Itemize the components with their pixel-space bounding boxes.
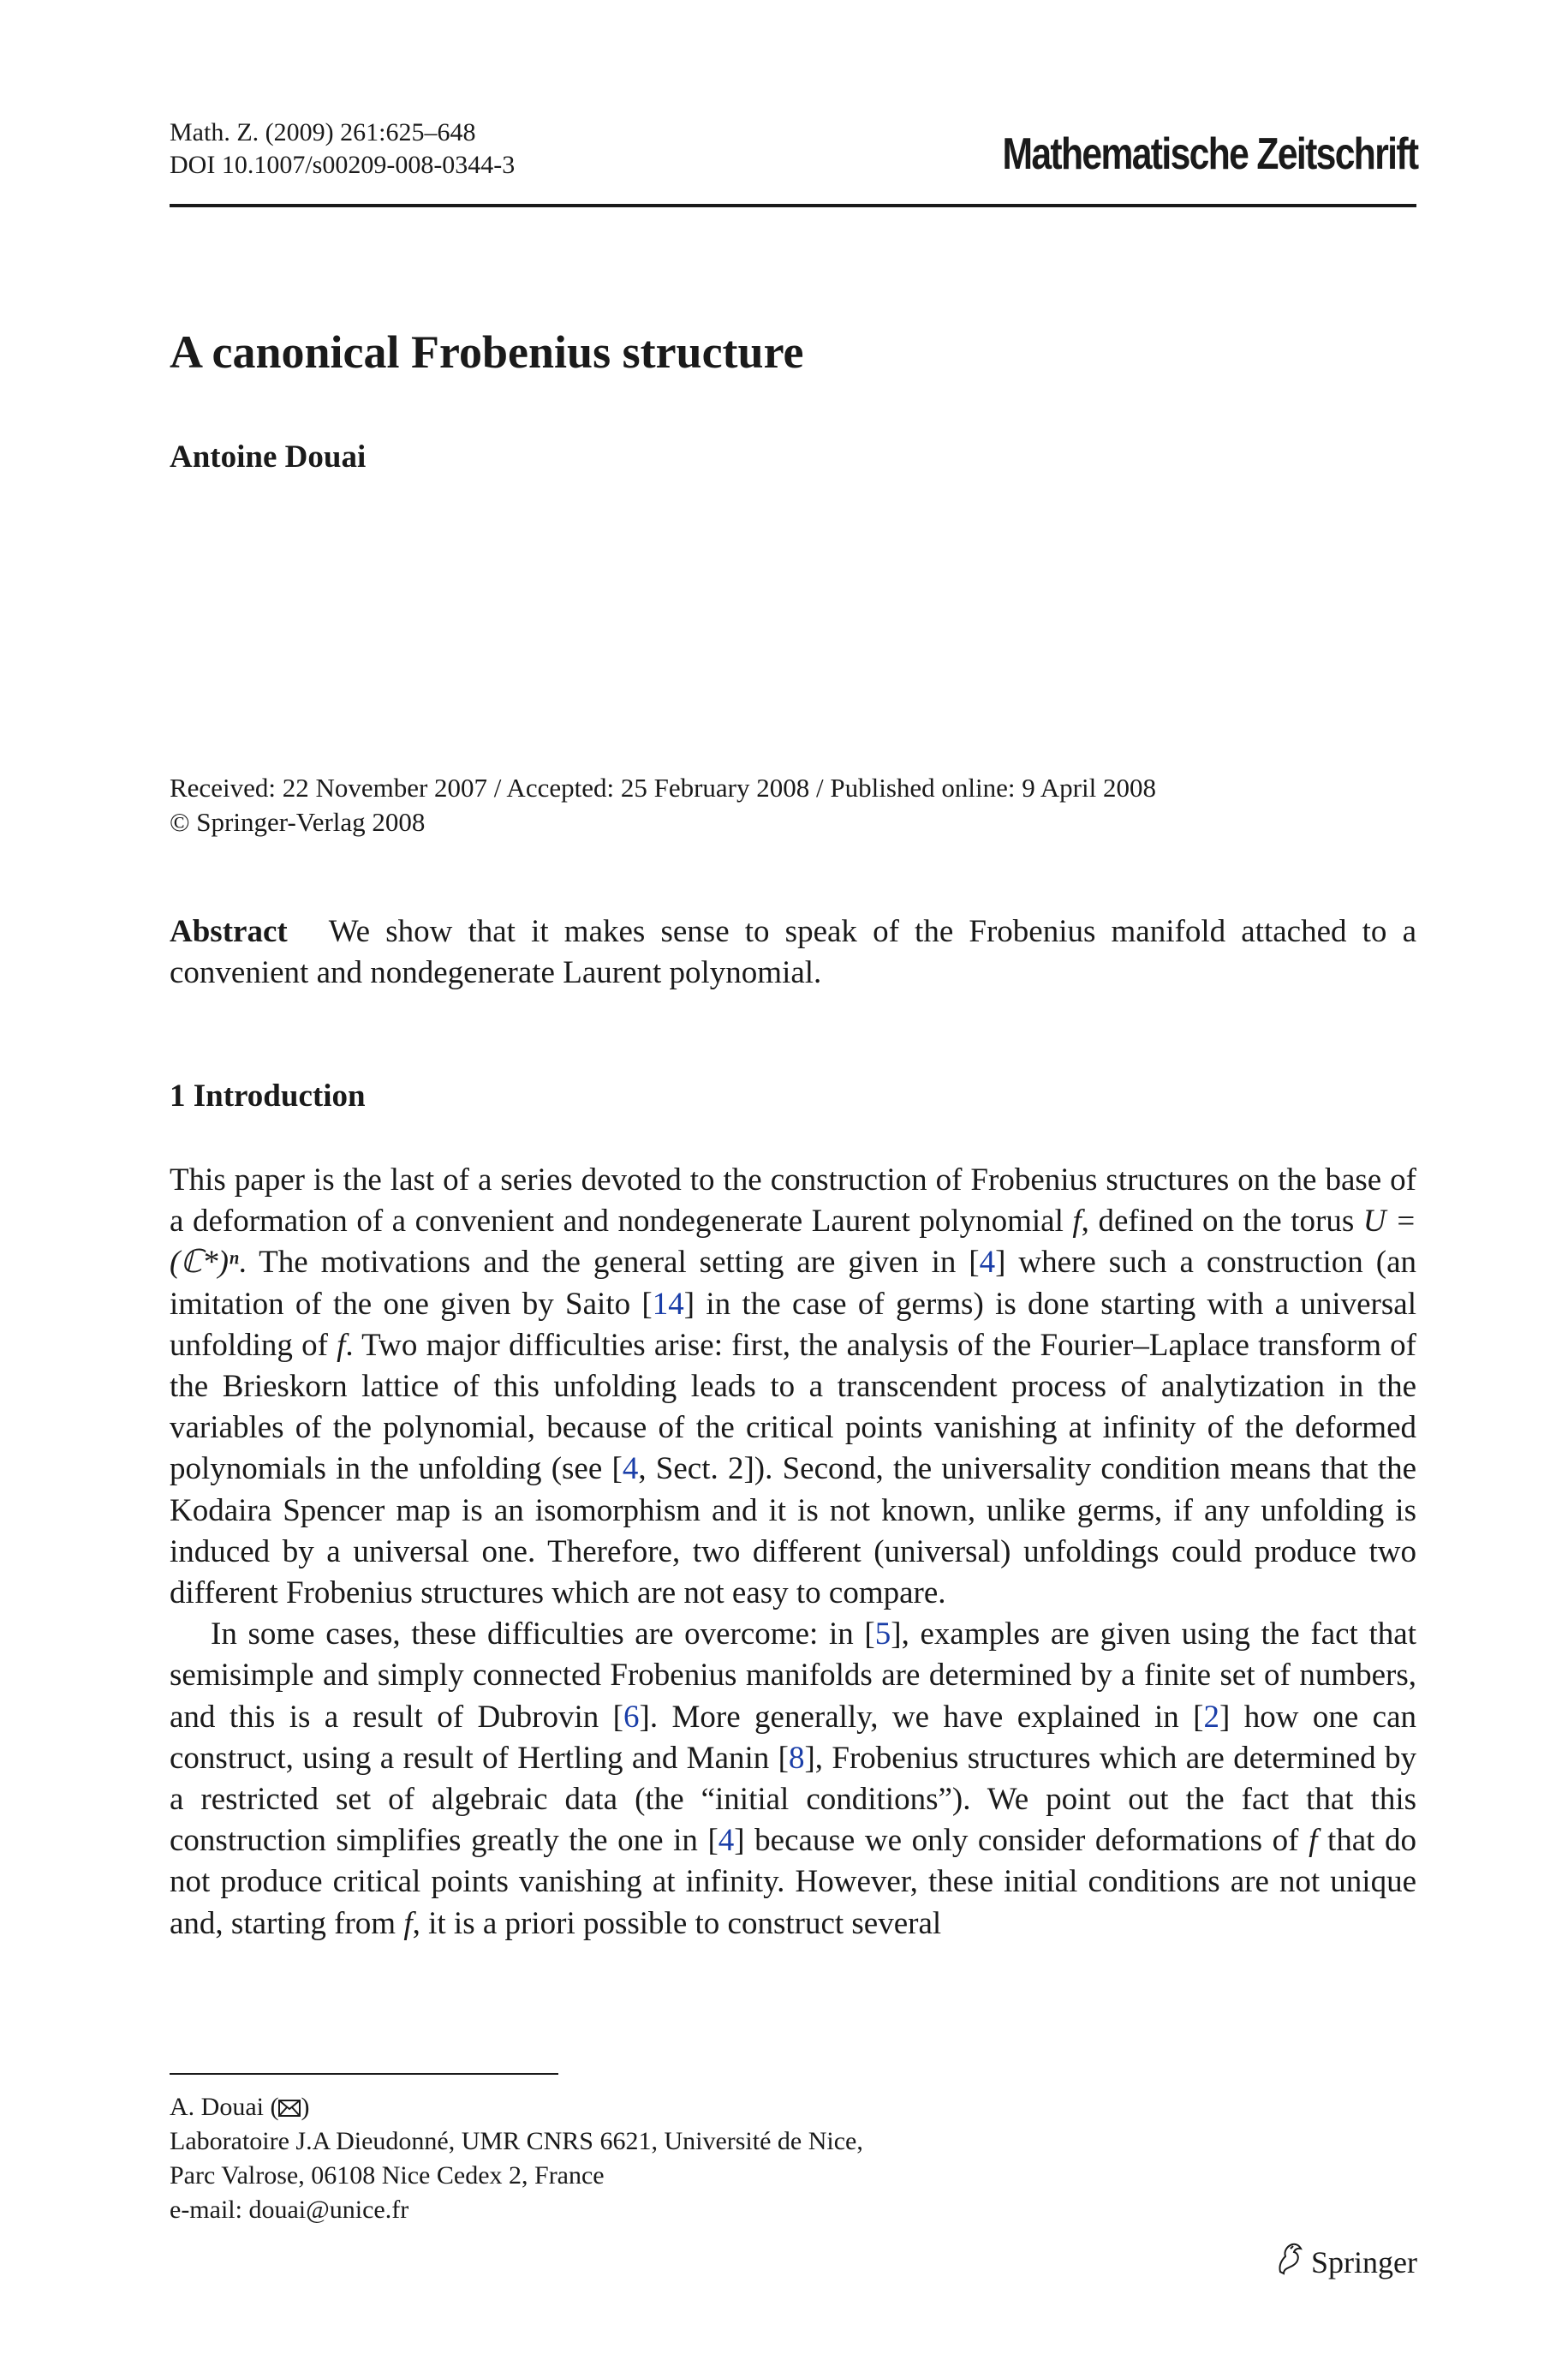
text-run: ] where such a construction (an imitation of the one given by Saito [ [170,1245,1416,1322]
text-run: ] in the case of germs) is done starting with a universal unfolding of [170,1286,1416,1363]
section-heading: 1 Introduction [170,1078,366,1114]
abstract-label: Abstract [170,914,288,949]
text-run: ], Frobenius structures which are determined by a restricted set of algebraic data (the “initial conditions”). We point out the fact that this construction simplifies greatly the one in [ [170,1740,1416,1859]
text-run: ] because we only consider deformations of [734,1823,1309,1859]
citation-link[interactable]: 6 [623,1699,640,1735]
springer-horse-icon [1275,2241,1304,2283]
copyright-line: © Springer-Verlag 2008 [170,807,426,837]
citation-link[interactable]: 2 [1203,1699,1219,1735]
math-f: f [337,1327,346,1363]
publisher-name: Springer [1311,2244,1417,2279]
math-f: f [1072,1204,1082,1240]
abstract [170,911,1416,994]
publication-dates [170,771,1156,839]
text-run: , defined on the torus [1081,1204,1363,1240]
paper-title: A canonical Frobenius structure [170,326,804,378]
citation-line: Math. Z. (2009) 261:625–648 [170,118,476,146]
citation-link[interactable]: 4 [979,1245,996,1281]
citation-link[interactable]: 5 [874,1616,891,1652]
citation-link[interactable]: 4 [718,1823,735,1859]
text-run: In some cases, these difficulties are overcome: in [ [211,1616,875,1652]
footnote-author [170,2090,863,2124]
footnote-paren: ) [301,2093,310,2121]
header-rule [170,204,1416,207]
text-run: . Two major difficulties arise: first, the analysis of the Fourier–Laplace transform of the Brieskorn lattice of this unfolding leads to a transcendent process of analytization in the variables of the polynomial, because of the critical points vanishing at infinity of the deformed polynomials in the unfolding (see [ [170,1327,1416,1487]
math-f: f [403,1905,413,1941]
text-run: . The motivations and the general setting are given in [ [238,1245,980,1281]
text-run: , Sect. 2]). Second, the universality condition means that the Kodaira Spencer map is an isomorphism and it is not known, unlike germs, if any unfolding is induced by a universal one. Therefore, two different (universal) unfoldings could produce two different Frobenius structures which are not easy to compare. [170,1451,1416,1611]
journal-name: Mathematische Zeitschrift [1001,129,1417,179]
citation-link[interactable]: 4 [622,1451,639,1487]
text-run: This paper is the last of a series devoted to the construction of Frobenius structures on the base of a deformation of a convenient and nondegenerate Laurent polynomial [170,1162,1416,1240]
text-run: ]. More generally, we have explained in [ [639,1699,1204,1735]
text-run: ] how one can construct, using a result of Hertling and Manin [ [170,1699,1416,1776]
doi-line[interactable]: DOI 10.1007/s00209-008-0344-3 [170,151,516,179]
journal-citation [170,117,515,182]
text-run: ], examples are given using the fact that semisimple and simply connected Frobenius manifolds are determined by a finite set of numbers, and this is a result of Dubrovin [ [170,1616,1416,1735]
math-f: f [1309,1823,1318,1859]
citation-link[interactable]: 14 [652,1286,684,1322]
math-torus: U = (ℂ*)ⁿ [170,1204,1416,1281]
footnote-affiliation-2: Parc Valrose, 06108 Nice Cedex 2, France [170,2161,605,2190]
publisher-logo [1275,2241,1417,2283]
author-name: Antoine Douai [170,439,367,475]
abstract-text: We show that it makes sense to speak of the Frobenius manifold attached to a convenient and nondegenerate Laurent polynomial. [170,914,1416,990]
text-run: that do not produce critical points vanishing at infinity. However, these initial conditions are not unique and, starting from [170,1823,1417,1941]
footnote-author-name: A. Douai ( [170,2093,279,2121]
author-footnote [170,2090,863,2227]
footnote-email[interactable]: e-mail: douai@unice.fr [170,2196,409,2224]
footnote-rule [170,2073,558,2075]
paragraph-2 [170,1614,1416,1945]
dates-line: Received: 22 November 2007 / Accepted: 25 February 2008 / Published online: 9 April 2008 [170,773,1156,803]
footnote-affiliation-1: Laboratoire J.A Dieudonné, UMR CNRS 6621, Université de Nice, [170,2127,863,2155]
text-run: , it is a priori possible to construct several [412,1905,942,1941]
body-text [170,1160,1416,1945]
citation-link[interactable]: 8 [788,1740,805,1776]
envelope-icon[interactable] [278,2093,301,2121]
paragraph-1 [170,1160,1416,1614]
